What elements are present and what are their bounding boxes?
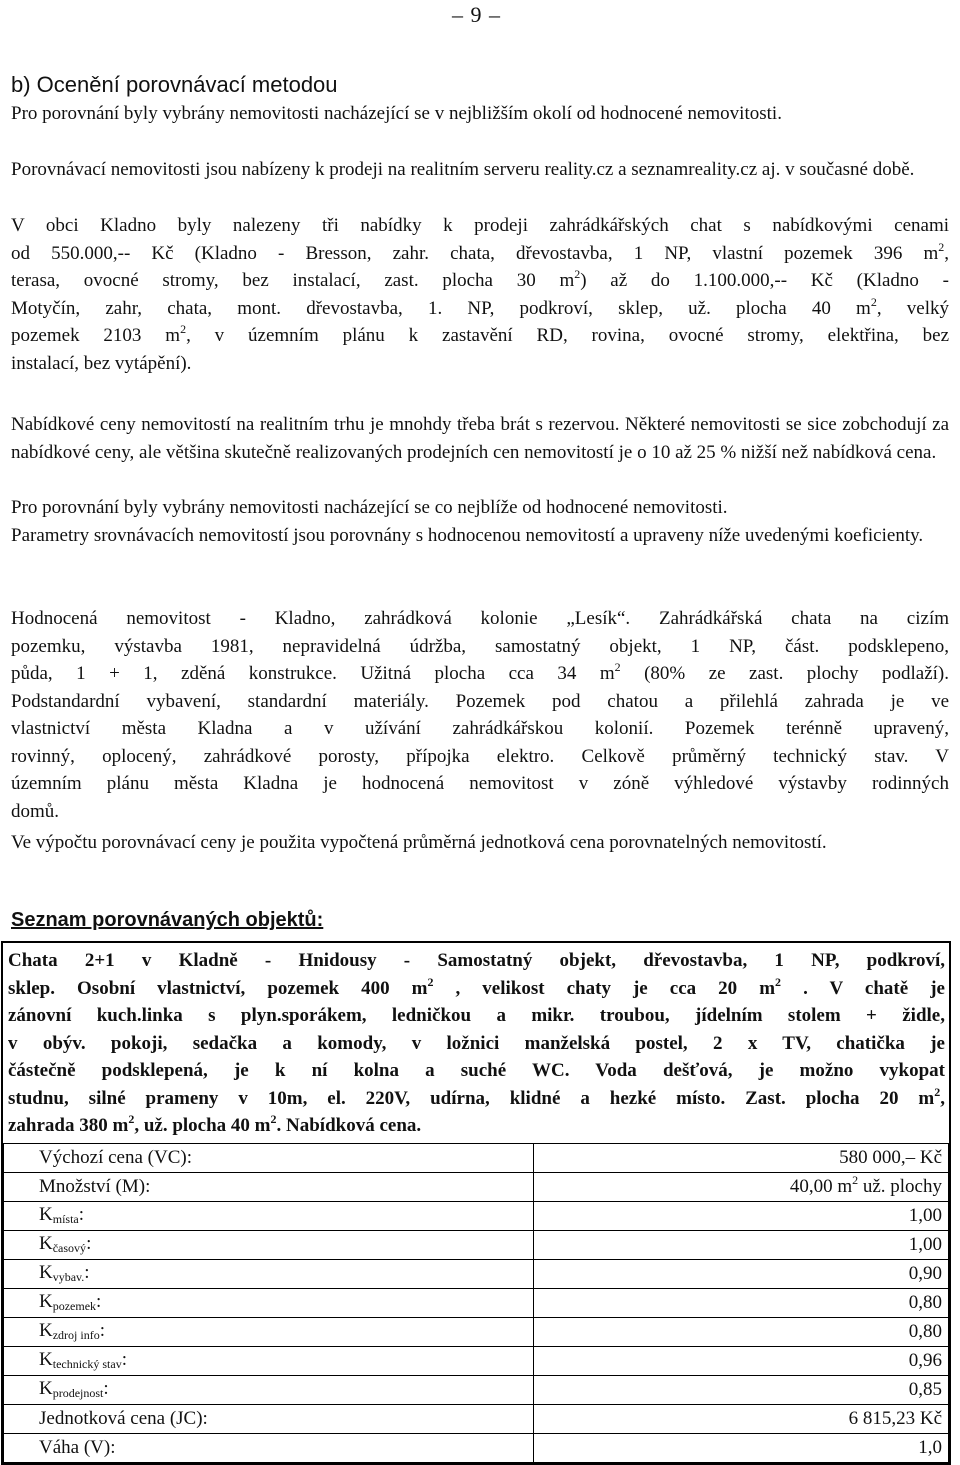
offers-line: pozemek 2103 $m^2$, v územním plánu k zastavění RD, rovina, ovocné stromy, elektřina, bez xyxy=(11,322,950,346)
subject-line: územním plánu města Kladna je hodnocená nemovitost v zóně výhledové výstavby rodinných xyxy=(11,773,949,794)
row-label: Kzdroj info: xyxy=(4,1317,534,1346)
offers-line: od 550.000,-- Kč (Kladno - Bresson, zahr. chata, dřevostavba, 1 NP, vlastní pozemek 396 $m^2$, xyxy=(11,239,949,264)
subject-line: pozemku, výstavba 1981, nepravidelná údržba, samostatný objekt, 1 NP, část. podsklepeno, xyxy=(11,635,949,657)
table-row xyxy=(4,1317,949,1346)
object-description: Chata 2+1 v Kladně - Hnidousy - Samostatný objekt, dřevostavba, 1 NP, podkroví, sklep. Osobní vlastnictví, pozemek 400 $m^2$ , velikost chaty je cca 20 $m^2$ . V chatě je zánovní kuch.linka s plyn.sporákem, ledničkou a mikr. troubou, jídelním stolem + židle, v obýv. pokoji, sedačka a komody, v ložnici manželská postel, 2 x TV, chatička je částečně podsklepená, je k ní kolna a suché WC. Voda dešťová, je možno vykopat studnu, silné prameny v 10m, el. 220V, udírna, klidné a hezké místo. Zast. plocha 20 $m^2$, zahrada 380 $m^2$, už. plocha 40 $m^2$. Nabídková cena. xyxy=(8,950,945,1136)
compared-objects-title: Seznam porovnávaných objektů: xyxy=(11,909,324,931)
page-number: – 9 – xyxy=(452,2,501,27)
row-label: Ktechnický stav: xyxy=(4,1346,534,1375)
subject-line: půda, 1 + 1, zděná konstrukce. Užitná plocha cca 34 $m^2$ (80% ze zast. plochy podlaží). xyxy=(11,660,949,684)
offers-line: instalací, bez vytápění). xyxy=(11,352,192,374)
subject-line: Hodnocená nemovitost - Kladno, zahrádková kolonie „Lesík“. Zahrádkářská chata na cizím xyxy=(11,608,949,629)
subject-line: domů. xyxy=(11,800,60,822)
subject-line: rovinný, oplocený, zahrádkové porosty, přípojka elektro. Celkově průměrný technický stav. V xyxy=(11,745,949,767)
row-value: 40,00 $m^2$ už. plochy xyxy=(534,1172,949,1201)
paragraph-offers xyxy=(11,212,949,377)
row-label: Jednotková cena (JC): xyxy=(4,1404,534,1433)
paragraph-parameters: Parametry srovnávacích nemovitostí jsou porovnány s hodnocenou nemovitostí a upraveny níže uvedenými koeficienty. xyxy=(11,525,924,546)
row-value: 0,80 xyxy=(534,1288,949,1317)
paragraph-selection: Pro porovnání byly vybrány nemovitosti nacházející se co nejblíže od hodnocené nemovitosti. xyxy=(11,497,728,518)
row-label: Kvybav.: xyxy=(4,1259,534,1288)
compared-object-card xyxy=(1,941,951,1465)
table-row xyxy=(4,1288,949,1317)
offers-line: Motyčín, zahr, chata, mont. dřevostavba, 1. NP, podkroví, sklep, už. plocha 40 $m^2$, velký xyxy=(11,294,949,319)
row-label: Kprodejnost: xyxy=(4,1375,534,1404)
table-row xyxy=(4,1201,949,1230)
row-label: Kpozemek: xyxy=(4,1288,534,1317)
row-value: 580 000,– Kč xyxy=(534,1143,949,1172)
paragraph-intro: Pro porovnání byly vybrány nemovitosti nacházející se v nejbližším okolí od hodnocené nemovitosti. xyxy=(11,103,782,124)
row-label: Výchozí cena (VC): xyxy=(4,1143,534,1172)
row-label: Kčasový: xyxy=(4,1230,534,1259)
row-value: 1,00 xyxy=(534,1201,949,1230)
row-value: 0,96 xyxy=(534,1346,949,1375)
row-value: 0,85 xyxy=(534,1375,949,1404)
table-row xyxy=(4,1172,949,1201)
row-value: 1,0 xyxy=(534,1433,949,1462)
row-label: Kmísta: xyxy=(4,1201,534,1230)
row-value: 0,90 xyxy=(534,1259,949,1288)
row-value: 6 815,23 Kč xyxy=(534,1404,949,1433)
section-heading: b) Ocenění porovnávací metodou xyxy=(11,72,338,97)
row-value: 1,00 xyxy=(534,1230,949,1259)
paragraph-subject-property xyxy=(11,605,949,825)
paragraph-offer-prices: Nabídkové ceny nemovitostí na realitním trhu je mnohdy třeba brát s rezervou. Některé nemovitosti se sice zobchodují za nabídkové ceny, ale většina skutečně realizovaných prodejních cen nemovitostí je o 10 až 25 % nižší než nabídková cena. xyxy=(11,414,949,463)
table-row xyxy=(4,1433,949,1462)
valuation-table xyxy=(3,1143,949,1463)
subject-line: vlastnictví města Kladna a v užívání zahrádkářskou kolonií. Pozemek terénně upravený, xyxy=(11,718,949,739)
subject-line: Podstandardní vybavení, standardní materiály. Pozemek pod chatou a přilehlá zahrada je ve xyxy=(11,690,949,712)
table-row xyxy=(4,1143,949,1172)
paragraph-calculation: Ve výpočtu porovnávací ceny je použita vypočtená průměrná jednotková cena porovnatelných nemovitostí. xyxy=(11,832,827,853)
offers-line: V obci Kladno byly nalezeny tři nabídky k prodeji zahrádkářských chat s nabídkovými cenami xyxy=(11,215,949,236)
table-row xyxy=(4,1230,949,1259)
paragraph-sources: Porovnávací nemovitosti jsou nabízeny k prodeji na realitním serveru reality.cz a seznamreality.cz aj. v současné době. xyxy=(11,159,915,180)
row-label: Váha (V): xyxy=(4,1433,534,1462)
table-row xyxy=(4,1346,949,1375)
table-row xyxy=(4,1404,949,1433)
offers-line: terasa, ovocné stromy, bez instalací, zast. plocha 30 $m^2$) až do 1.100.000,-- Kč (Kladno - xyxy=(11,267,949,291)
table-row xyxy=(4,1375,949,1404)
row-label: Množství (M): xyxy=(4,1172,534,1201)
row-value: 0,80 xyxy=(534,1317,949,1346)
table-row xyxy=(4,1259,949,1288)
